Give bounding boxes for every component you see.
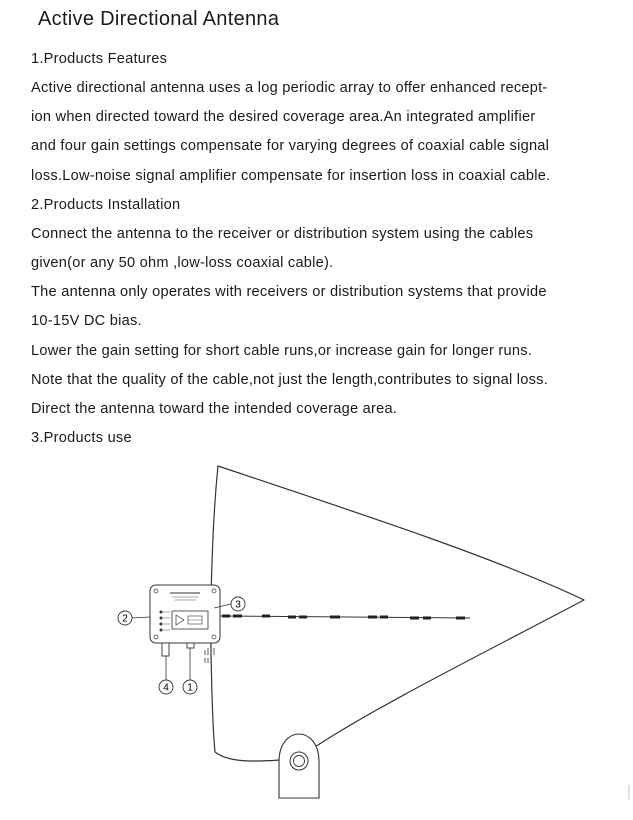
callout-1 bbox=[183, 680, 197, 694]
installation-line-4: 10-15V DC bias. bbox=[31, 313, 142, 329]
callout-3 bbox=[231, 597, 245, 611]
section-heading-use: 3.Products use bbox=[31, 430, 132, 446]
callout-4 bbox=[159, 680, 173, 694]
callout-label-1: 1 bbox=[187, 682, 193, 694]
connector-right bbox=[187, 643, 194, 648]
antenna-outline bbox=[211, 466, 584, 761]
callout-label-2: 2 bbox=[122, 613, 128, 625]
section-heading-features: 1.Products Features bbox=[31, 51, 168, 67]
features-line-1: Active directional antenna uses a log periodic array to offer enhanced recept- bbox=[31, 80, 548, 96]
installation-line-5: Lower the gain setting for short cable runs,or increase gain for longer runs. bbox=[31, 343, 533, 359]
page-title: Active Directional Antenna bbox=[38, 8, 280, 30]
features-line-3: and four gain settings compensate for varying degrees of coaxial cable signal bbox=[31, 138, 550, 154]
installation-line-6: Note that the quality of the cable,not just the length,contributes to signal loss. bbox=[31, 372, 548, 388]
antenna-diagram bbox=[0, 450, 633, 820]
features-line-4: loss.Low-noise signal amplifier compensate for insertion loss in coaxial cable. bbox=[31, 168, 551, 184]
installation-line-1: Connect the antenna to the receiver or distribution system using the cables bbox=[31, 226, 534, 242]
callout-label-4: 4 bbox=[163, 682, 169, 694]
callout-label-3: 3 bbox=[235, 599, 241, 611]
connector-left bbox=[162, 643, 169, 656]
installation-line-3: The antenna only operates with receivers or distribution systems that provide bbox=[31, 284, 547, 300]
installation-line-7: Direct the antenna toward the intended coverage area. bbox=[31, 401, 398, 417]
installation-line-2: given(or any 50 ohm ,low-loss coaxial cable). bbox=[31, 255, 334, 271]
callout-2 bbox=[118, 611, 132, 625]
section-heading-installation: 2.Products Installation bbox=[31, 197, 181, 213]
mounting-bracket bbox=[279, 734, 319, 798]
features-line-2: ion when directed toward the desired coverage area.An integrated amplifier bbox=[31, 109, 536, 125]
